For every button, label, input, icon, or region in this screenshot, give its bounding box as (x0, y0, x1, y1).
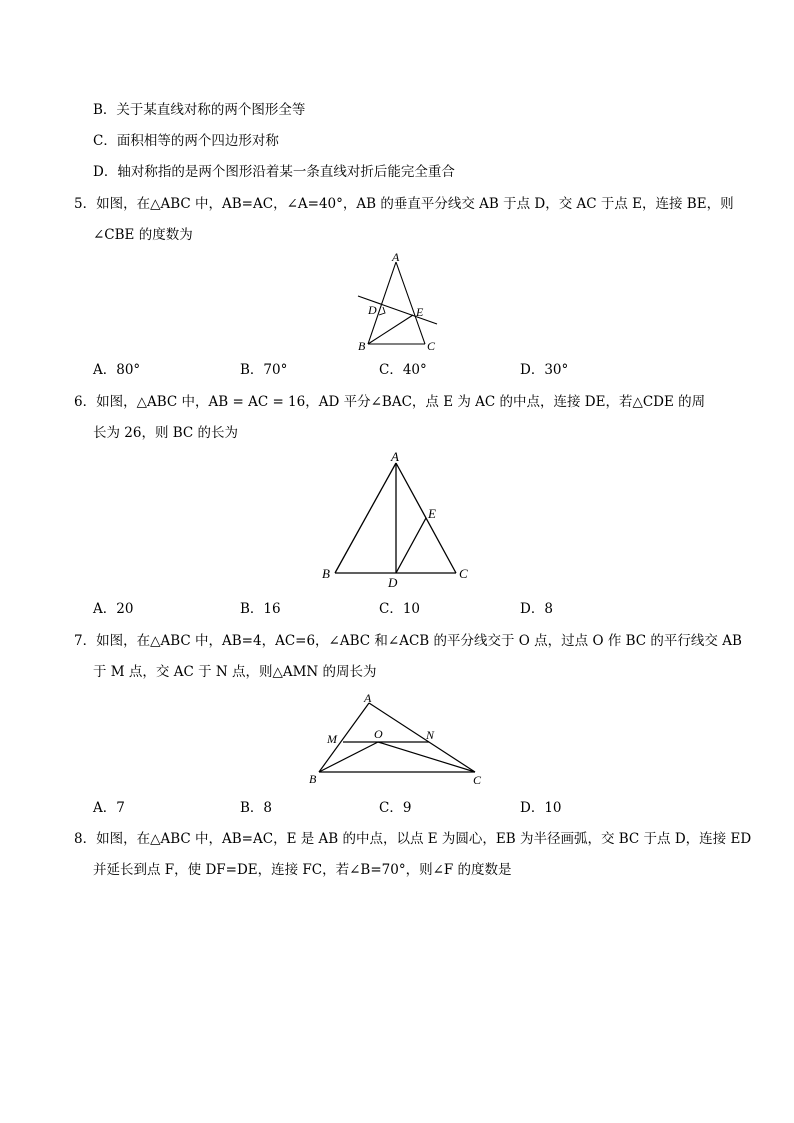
q6-label-a: A (391, 449, 399, 464)
q7-label-b: B (309, 772, 317, 786)
q7-stem-line1: 7．如图，在△ABC 中，AB=4，AC=6，∠ABC 和∠ACB 的平分线交于 O 点，过点 O 作 BC 的平行线交 AB (74, 633, 742, 649)
q7-label-m: M (327, 732, 337, 746)
q6-stem-line2: 长为 26，则 BC 的长为 (93, 425, 239, 441)
q5-option-a: A．80° (93, 362, 141, 378)
q5-stem-line2: ∠CBE 的度数为 (93, 227, 193, 243)
q8-stem-line1: 8．如图，在△ABC 中，AB=AC，E 是 AB 的中点，以点 E 为圆心，EB 为半径画弧，交 BC 于点 D，连接 ED (74, 831, 752, 847)
q7-option-c: C．9 (379, 800, 412, 816)
q6-option-c: C．10 (379, 601, 421, 617)
q4-option-b: B．关于某直线对称的两个图形全等 (93, 102, 306, 118)
q6-figure (316, 446, 476, 590)
q6-option-b: B．16 (240, 601, 281, 617)
q4-option-c: C．面积相等的两个四边形对称 (93, 133, 279, 149)
q5-option-d: D．30° (520, 362, 569, 378)
q7-option-d: D．10 (520, 800, 562, 816)
q7-label-c: C (473, 773, 482, 787)
q6-label-c: C (459, 566, 468, 581)
q5-label-c: C (427, 339, 436, 353)
q5-label-e: E (416, 305, 424, 319)
q7-label-a: A (364, 691, 372, 705)
q4-option-d: D．轴对称指的是两个图形沿着某一条直线对折后能完全重合 (93, 164, 455, 180)
q7-option-a: A．7 (93, 800, 125, 816)
q6-option-a: A．20 (93, 601, 134, 617)
q7-figure (305, 690, 495, 790)
q7-stem-line2: 于 M 点，交 AC 于 N 点，则△AMN 的周长为 (93, 664, 377, 680)
q5-label-b: B (358, 339, 366, 353)
q6-label-b: B (322, 566, 330, 581)
q5-label-d: D (368, 303, 377, 317)
q8-stem-line2: 并延长到点 F，使 DF=DE，连接 FC，若∠B=70°，则∠F 的度数是 (93, 862, 512, 878)
q7-option-b: B．8 (240, 800, 273, 816)
q5-option-b: B．70° (240, 362, 288, 378)
q5-label-a: A (392, 250, 400, 264)
q5-option-c: C．40° (379, 362, 427, 378)
q7-label-o: O (374, 727, 383, 741)
q6-label-e: E (428, 506, 436, 521)
q5-stem-line1: 5．如图，在△ABC 中，AB=AC，∠A=40°，AB 的垂直平分线交 AB 于点 D，交 AC 于点 E，连接 BE，则 (74, 196, 734, 212)
q7-label-n: N (426, 728, 435, 742)
q6-option-d: D．8 (520, 601, 553, 617)
q5-figure (350, 250, 460, 355)
q6-label-d: D (388, 575, 398, 590)
q6-stem-line1: 6．如图，△ABC 中，AB = AC = 16，AD 平分∠BAC，点 E 为 AC 的中点，连接 DE，若△CDE 的周 (74, 394, 706, 410)
